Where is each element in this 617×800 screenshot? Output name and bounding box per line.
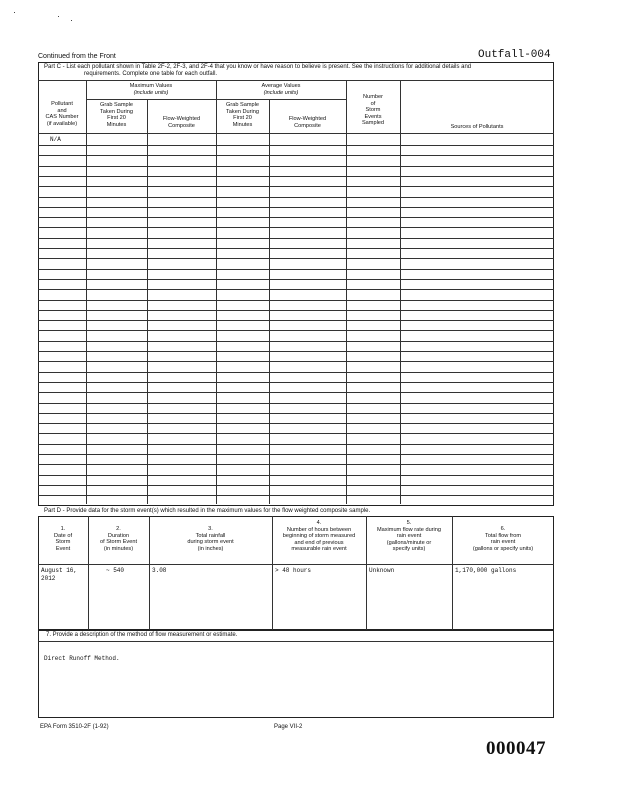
col-num: 5. (406, 520, 412, 526)
page-number: Page VII-2 (274, 724, 303, 730)
table-row (38, 485, 554, 486)
table-row (38, 361, 554, 362)
table-row (38, 258, 554, 259)
col-num: 3. (208, 526, 213, 532)
table-row (38, 289, 554, 290)
table-row (38, 176, 554, 177)
col-label: Number of hours between beginning of storm measured and end of previous measurable rain event (282, 526, 356, 553)
table-row (38, 444, 554, 445)
part-d-col-rainfall (149, 526, 272, 552)
col-divider (86, 390, 87, 504)
form-number: EPA Form 3510-2F (1-92) (40, 724, 109, 730)
table-row (38, 341, 554, 342)
max-values-header (86, 83, 216, 96)
table-row (38, 464, 554, 465)
table-row (38, 454, 554, 455)
rule (38, 564, 554, 565)
max-values-units: (include units) (133, 89, 169, 96)
col-divider (269, 390, 270, 504)
avg-flow-header: Flow-Weighted Composite (288, 116, 327, 129)
scan-speck (14, 12, 15, 13)
outfall-label: Outfall-004 (478, 49, 551, 61)
pollutant-header: Pollutant and CAS Number (if available) (45, 101, 79, 127)
table-row (38, 300, 554, 301)
table-row (38, 155, 554, 156)
col-divider (147, 99, 148, 390)
table-row (38, 227, 554, 228)
col-divider (147, 390, 148, 504)
table-row (38, 248, 554, 249)
table-row (38, 475, 554, 476)
table-row (38, 207, 554, 208)
maxflow-value: Unknown (369, 567, 395, 574)
storm-date-value: August 16, 2012 (41, 567, 78, 582)
col-divider (269, 99, 270, 390)
scan-speck (58, 16, 59, 17)
col-divider (346, 390, 347, 504)
col-divider (400, 390, 401, 504)
col-num: 4. (316, 520, 322, 526)
events-header: Number of Storm Events Sampled (361, 94, 385, 127)
bates-stamp: 000047 (486, 738, 546, 759)
rule (38, 641, 554, 642)
table-row (38, 269, 554, 270)
table-row (38, 392, 554, 393)
max-grab-header: Grab Sample Taken During First 20 Minutes (100, 102, 133, 128)
part-c-intro-line2: requirements. Complete one table for each outfall. (84, 71, 218, 77)
col-label: Date of Storm Event (53, 532, 73, 552)
part-d-col-hours (272, 520, 366, 553)
table-row (38, 310, 554, 311)
col-num: 6. (500, 526, 506, 532)
col-label: Maximum flow rate during rain event (gallons/minute or specify units) (376, 526, 442, 553)
part-e-box (38, 630, 554, 718)
table-row (38, 413, 554, 414)
table-row (38, 197, 554, 198)
method-label: 7. Provide a description of the method of flow measurement or estimate. (46, 632, 238, 638)
avg-grab-header: Grab Sample Taken During First 20 Minutes (226, 102, 259, 128)
part-d-col-totalflow (452, 526, 554, 552)
table-row (38, 403, 554, 404)
table-row (38, 433, 554, 434)
table-row (38, 217, 554, 218)
rule (38, 133, 554, 134)
part-c-intro (44, 64, 550, 78)
table-row (38, 495, 554, 496)
table-row (38, 382, 554, 383)
table-row (38, 166, 554, 167)
part-c-intro-line1: Part C - List each pollutant shown in Table 2F-2, 2F-3, and 2F-4 that you know or have reason to believe is present. See the instructions for additional details and (44, 64, 472, 70)
hours-value: > 48 hours (275, 567, 312, 574)
table-row (38, 320, 554, 321)
avg-values-title: Average Values (261, 83, 301, 89)
table-row (38, 279, 554, 280)
part-d-col-maxflow (366, 520, 452, 553)
table-row (38, 372, 554, 373)
avg-values-units: (include units) (263, 89, 299, 96)
first-row-value: N/A (50, 136, 61, 143)
col-label: Total flow from rain event (gallons or specify units) (472, 532, 534, 552)
table-row (38, 423, 554, 424)
max-flow-header: Flow-Weighted Composite (162, 116, 201, 129)
table-row (38, 351, 554, 352)
part-d-intro: Part D - Provide data for the storm event(s) which resulted in the maximum values for the flow weighted composite sample. (44, 508, 371, 514)
totalflow-value: 1,170,000 gallons (455, 567, 517, 574)
max-values-title: Maximum Values (129, 83, 173, 89)
table-row (38, 145, 554, 146)
method-value: Direct Runoff Method. (44, 655, 120, 662)
col-label: Total rainfall during storm event (in inches) (187, 532, 234, 552)
continued-label: Continued from the Front (38, 53, 116, 60)
part-d-col-date (38, 526, 88, 552)
scan-speck (71, 20, 72, 21)
table-row (38, 238, 554, 239)
table-row (38, 186, 554, 187)
col-num: 1. (60, 526, 66, 532)
duration-value: ~ 540 (106, 567, 125, 574)
rule (38, 80, 554, 81)
sources-header: Sources of Pollutants (450, 124, 504, 130)
col-num: 2. (116, 526, 121, 532)
col-divider (216, 390, 217, 504)
part-d-col-duration (88, 526, 149, 552)
rainfall-value: 3.08 (152, 567, 167, 574)
avg-values-header (216, 83, 346, 96)
table-row (38, 330, 554, 331)
col-label: Duration of Storm Event (in minutes) (100, 532, 137, 552)
